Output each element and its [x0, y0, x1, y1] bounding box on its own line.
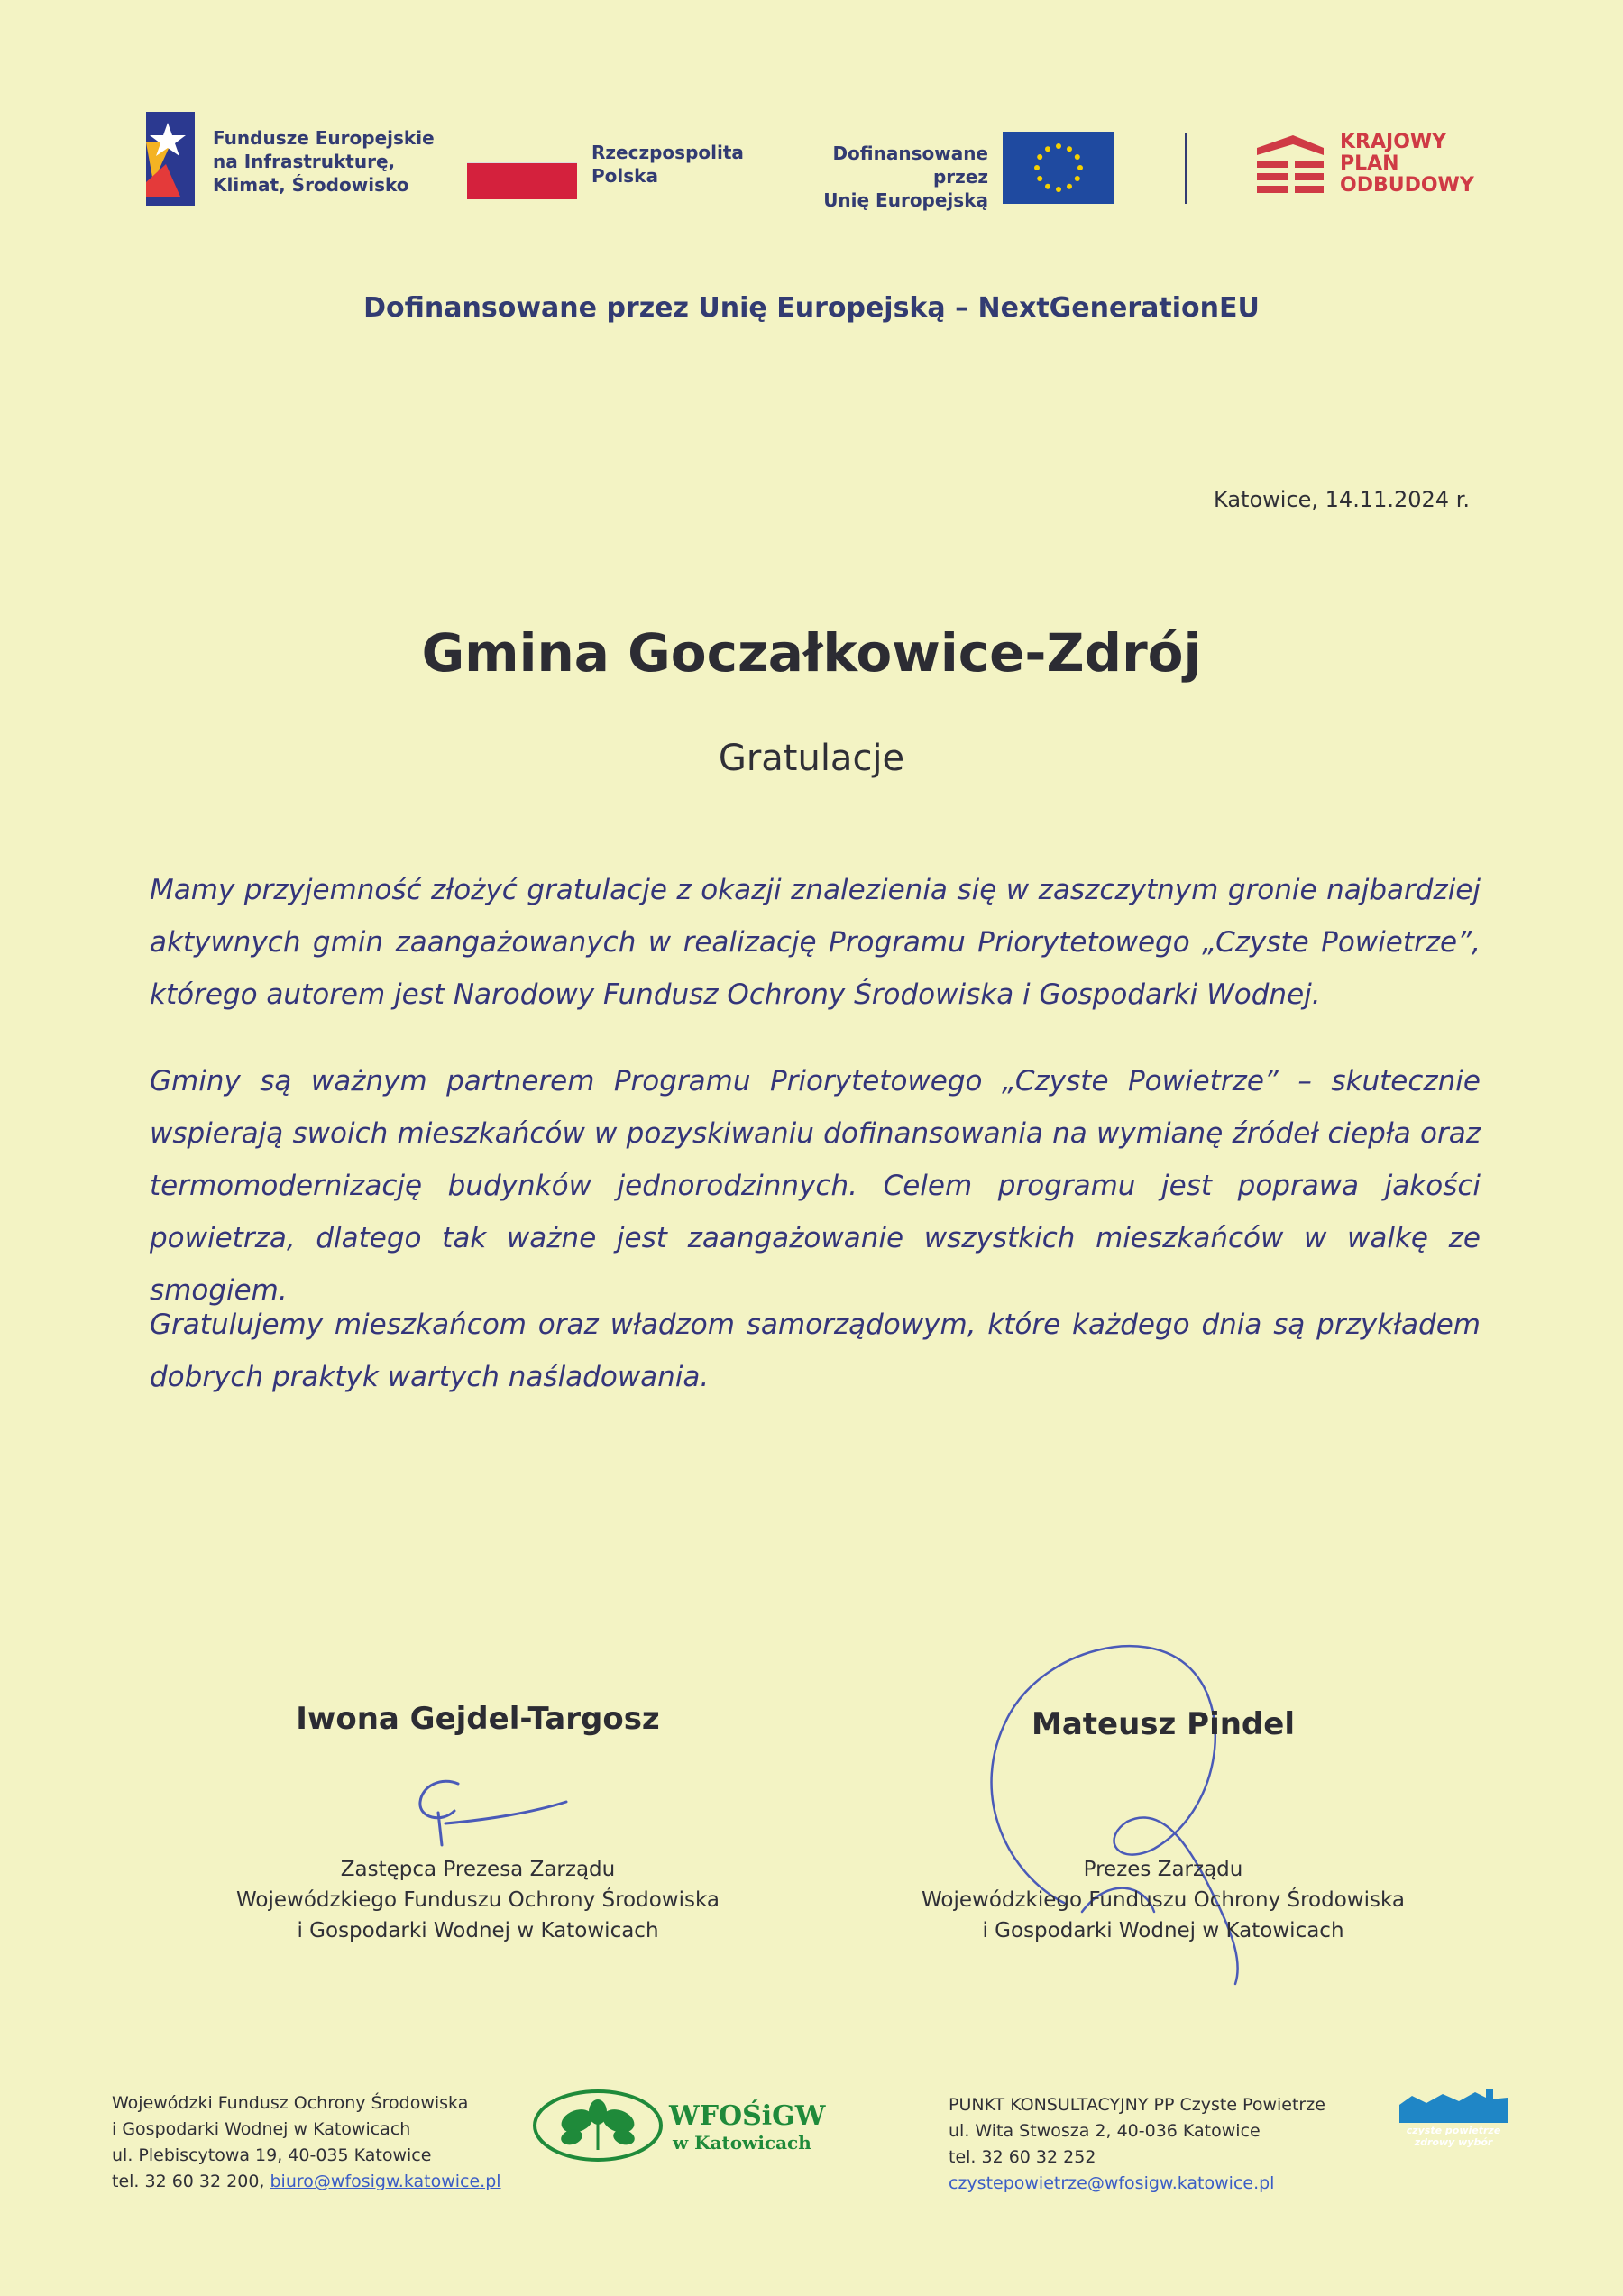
signatory-1-name: Iwona Gejdel-Targosz	[296, 1701, 660, 1737]
eu-cofinance-text: Dofinansowane przez Unię Europejską	[823, 142, 988, 211]
letter-paragraph-3: Gratulujemy mieszkańcom oraz władzom samorządowym, które każdego dnia są przykładem dobrych praktyk wartych naśladowania.	[150, 1309, 1481, 1393]
footer-email-link[interactable]: biuro@wfosigw.katowice.pl	[270, 2172, 501, 2191]
footer-wfos-address: Wojewódzki Fundusz Ochrony Środowiska i Gospodarki Wodnej w Katowicach ul. Plebiscytowa 19, 40-035 Katowice tel. 32 60 32 200, biuro@wfosigw.katowice.pl	[112, 2093, 501, 2191]
eu-star-icon	[1045, 184, 1050, 189]
signatory-2-role: Prezes Zarządu Wojewódzkiego Funduszu Ochrony Środowiska i Gospodarki Wodnej w Katowicach	[922, 1858, 1405, 1942]
wfos-leaf-icon	[532, 2089, 664, 2166]
eu-flag-icon	[1003, 132, 1114, 204]
eu-star-icon	[1045, 146, 1050, 152]
footer-phone: tel. 32 60 32 200,	[112, 2172, 265, 2191]
signatory-1-role: Zastępca Prezesa Zarządu Wojewódzkiego Funduszu Ochrony Środowiska i Gospodarki Wodnej w Katowicach	[236, 1858, 720, 1942]
footer-consult-point: PUNKT KONSULTACYJNY PP Czyste Powietrze ul. Wita Stwosza 2, 40-036 Katowice tel. 32 60 32 252 czystepowietrze@wfosigw.katowice.pl	[949, 2092, 1345, 2197]
eu-star-icon	[1056, 187, 1061, 192]
kpo-logo-icon	[1257, 132, 1329, 207]
letter-subtitle: Gratulacje	[718, 738, 905, 779]
eu-star-icon	[1056, 143, 1061, 149]
signatory-2-name: Mateusz Pindel	[1032, 1706, 1295, 1742]
header-divider	[1185, 133, 1187, 204]
fe-logo-text: Fundusze Europejskie na Infrastrukturę, Klimat, Środowisko	[213, 127, 435, 196]
ngeu-tagline: Dofinansowane przez Unię Europejską – NextGenerationEU	[363, 292, 1260, 324]
eu-star-icon	[1067, 184, 1072, 189]
signature-1-scribble	[406, 1768, 586, 1852]
czyste-powietrze-logo-text: czyste powietrze zdrowy wybór	[1406, 2125, 1501, 2148]
rp-logo-text: Rzeczpospolita Polska	[591, 142, 744, 187]
eu-stars-icon	[1003, 132, 1114, 204]
letter-date: Katowice, 14.11.2024 r.	[1214, 487, 1470, 512]
wfos-logo-text: WFOŚiGW w Katowicach	[669, 2100, 826, 2154]
letter-paragraph-2: Gminy są ważnym partnerem Programu Priorytetowego „Czyste Powietrze” – skutecznie wspierają swoich mieszkańców w pozyskiwaniu dofinansowania na wymianę źródeł ciepła oraz termomodernizację budynków jednorodzinnych. Celem programu jest poprawa jakości powietrza, dlatego tak ważne jest zaangażowanie wszystkich mieszkańców w walkę ze smogiem.	[150, 1065, 1481, 1307]
eu-star-icon	[1067, 146, 1072, 152]
letter-title: Gmina Goczałkowice-Zdrój	[421, 622, 1202, 684]
eu-star-icon	[1075, 154, 1080, 160]
eu-star-icon	[1077, 165, 1083, 170]
eu-star-icon	[1075, 176, 1080, 181]
fe-logo	[144, 110, 442, 209]
footer-cp-email-link[interactable]: czystepowietrze@wfosigw.katowice.pl	[949, 2173, 1275, 2193]
eu-star-icon	[1037, 154, 1042, 160]
czyste-powietrze-house-icon	[1399, 2089, 1508, 2126]
eu-star-icon	[1037, 176, 1042, 181]
polish-flag-icon	[467, 162, 577, 199]
letter-paragraph-1: Mamy przyjemność złożyć gratulacje z okazji znalezienia się w zaszczytnym gronie najbardziej aktywnych gmin zaangażowanych w realizację Programu Priorytetowego „Czyste Powietrze”, którego autorem jest Narodowy Fundusz Ochrony Środowiska i Gospodarki Wodnej.	[150, 874, 1481, 1011]
kpo-logo-text: KRAJOWY PLAN ODBUDOWY	[1340, 131, 1474, 197]
eu-star-icon	[1034, 165, 1040, 170]
fe-flag-icon	[144, 110, 198, 209]
